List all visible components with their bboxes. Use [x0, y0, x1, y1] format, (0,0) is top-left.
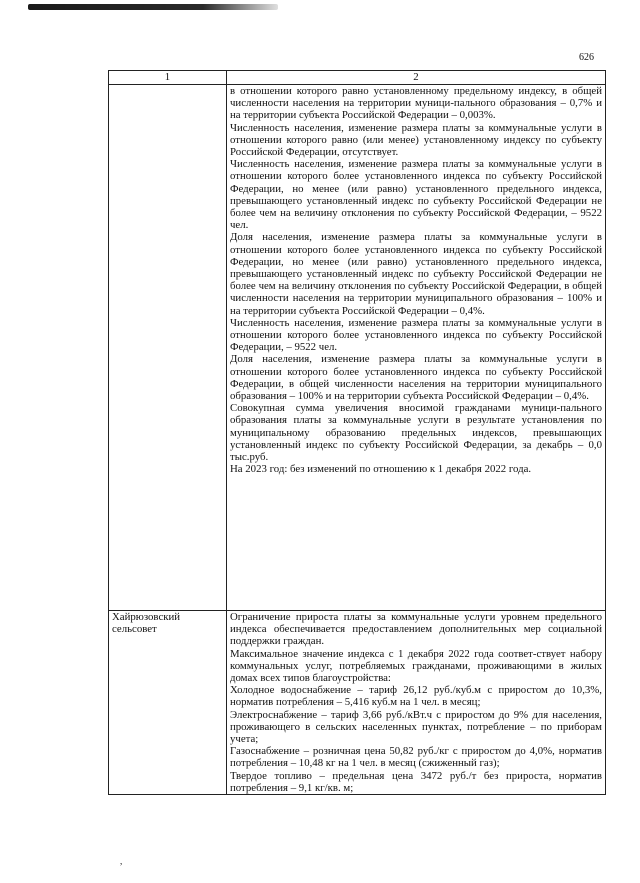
paragraph: в отношении которого равно установленному предельному индексу, в общей численности населения на территории муници-пального образования – 0,7% и на территории субъекта Российской Федерации – 0,003%. — [230, 85, 602, 122]
column-header-2: 2 — [227, 71, 606, 85]
paragraph: Численность населения, изменение размера платы за коммунальные услуги в отношении которого более установленного индекса по субъекту Российской Федерации, но менее (или равно) установленного предельного индекса, превышающего установленный индекс по субъекту Российской Федерации не более чем на величину отклонения по субъекту Российской Федерации, – 9522 чел. — [230, 158, 602, 232]
paragraph: Электроснабжение – тариф 3,66 руб./кВт.ч с приростом до 9% для населения, проживающего в сельских населенных пунктах, потребление – по приборам учета; — [230, 708, 602, 746]
table-row — [109, 611, 606, 795]
document-table — [108, 70, 606, 795]
scan-edge-artifact — [28, 4, 278, 10]
content-cell — [227, 85, 606, 611]
paragraph: На 2023 год: без изменений по отношению к 1 декабря 2022 года. — [230, 463, 532, 476]
paragraph: Холодное водоснабжение – тариф 26,12 руб./куб.м с приростом до 10,3%, норматив потребления – 5,416 куб.м на 1 чел. в месяц; — [230, 684, 602, 709]
table-header-row — [109, 71, 606, 85]
paragraph: Максимальное значение индекса с 1 декабря 2022 года соответ-ствует набору коммунальных услуг, потребляемых гражданами, проживающими в жилых домах всех типов благоустройства: — [230, 647, 602, 685]
paragraph: Доля населения, изменение размера платы за коммунальные услуги в отношении которого более установленного индекса по субъекту Российской Федерации, в общей численности населения на территории муниципального образования – 100% и на территории субъекта Российской Федерации – 0,4%. — [230, 353, 602, 403]
paragraph: Доля населения, изменение размера платы за коммунальные услуги в отношении которого более установленного индекса по субъекту Российской Федерации, но менее (или равно) установленного предельного индекса, превышающего установленный индекс по субъекту Российской Федерации не более чем на величину отклонения по субъекту Российской Федерации, в общей численности населения на территории муниципального образования – 100% и на территории субъекта Российской Федерации – 0,4%. — [230, 231, 602, 317]
region-cell — [109, 85, 227, 611]
paragraph: Газоснабжение – розничная цена 50,82 руб./кг с приростом до 4,0%, норматив потребления – 10,48 кг на 1 чел. в месяц (сжиженный газ); — [230, 745, 602, 770]
table-row — [109, 85, 606, 611]
paragraph: Численность населения, изменение размера платы за коммунальные услуги в отношении которого более установленного индекса по субъекту Российской Федерации, – 9522 чел. — [230, 316, 602, 354]
region-cell: Хайрюзовский сельсовет — [109, 611, 227, 795]
content-cell — [227, 611, 606, 795]
stray-mark: , — [120, 856, 123, 866]
page-number: 626 — [579, 52, 594, 63]
paragraph: Ограничение прироста платы за коммунальные услуги уровнем предельного индекса обеспечивается предоставлением дополнительных мер социальной поддержки граждан. — [230, 611, 602, 648]
paragraph: Совокупная сумма увеличения вносимой гражданами муници-пального образования платы за коммунальные услуги в результате установления по муниципальному образованию предельных индексов, превышающих установленный индекс по субъекту Российской Федерации, за декабрь – 0,0 тыс.руб. — [230, 402, 602, 464]
paragraph: Численность населения, изменение размера платы за коммунальные услуги в отношении которого равно (или менее) установленному индексу по субъекту Российской Федерации, отсутствует. — [230, 121, 602, 159]
column-header-1: 1 — [109, 71, 227, 85]
paragraph: Твердое топливо – предельная цена 3472 руб./т без прироста, норматив потребления – 9,1 кг/кв. м; — [230, 769, 602, 794]
